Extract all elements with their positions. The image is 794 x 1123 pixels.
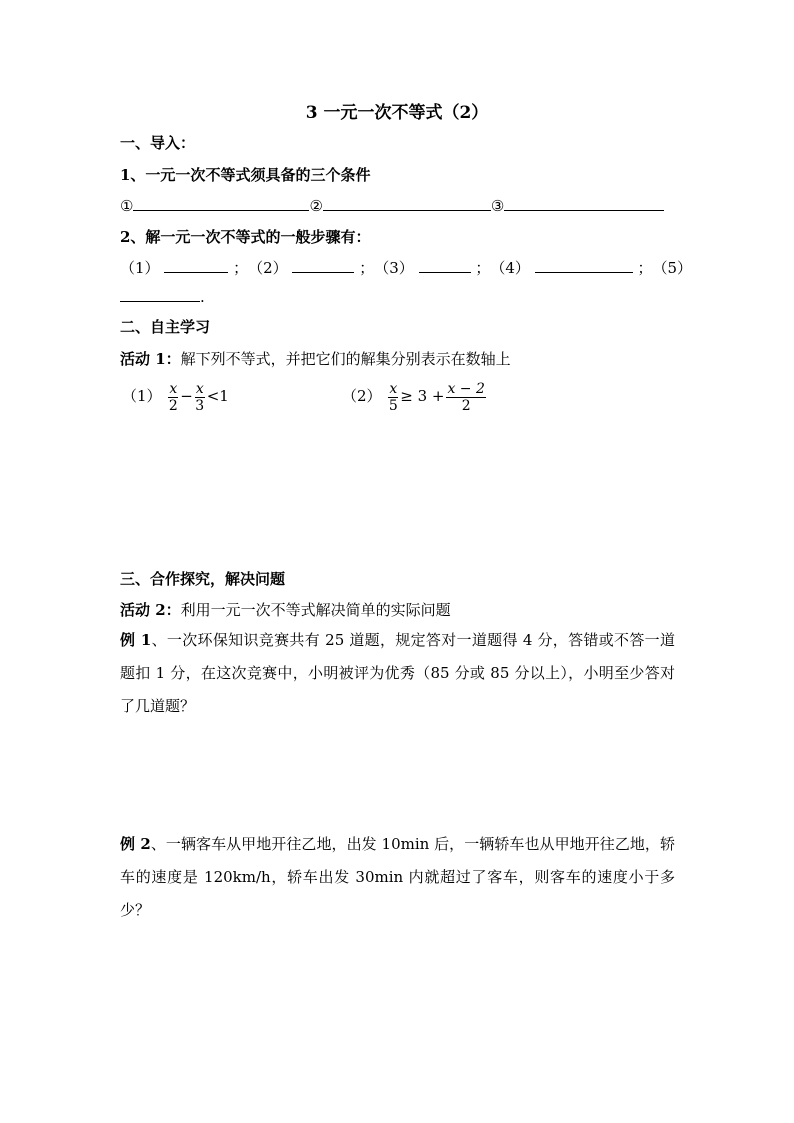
example-2 (120, 828, 675, 927)
fraction-x-minus-2-over-2: $\frac{x - 2}{2}$ (447, 380, 485, 414)
circle-1: ① (120, 197, 134, 215)
conditions-blanks-row (120, 196, 675, 216)
blank-step-2[interactable] (292, 258, 354, 273)
step-2: （2） ； (248, 259, 375, 277)
question-conditions-text: 1、一元一次不等式须具备的三个条件 (120, 166, 371, 184)
section-heading-cooperation: 三、合作探究，解决问题 (120, 570, 286, 588)
example-2-text: 、一辆客车从甲地开往乙地，出发 10min 后，一辆轿车也从甲地开往乙地，轿车的速度是 120km/h，轿车出发 30min 内就超过了客车，则客车的速度小于多少？ (120, 835, 675, 919)
example-1-label: 例 1 (120, 631, 152, 649)
blank-step-1[interactable] (164, 258, 228, 273)
fraction-x-over-2: $\frac{x}{2}$ (168, 380, 178, 414)
blank-condition-1[interactable] (133, 196, 309, 211)
page-title: 3 一元一次不等式（2） (305, 103, 489, 123)
activity-1-text: 解下列不等式，并把它们的解集分别表示在数轴上 (180, 350, 511, 368)
steps-row (120, 258, 693, 278)
problem-2: （2） $\frac{x}{5}$ ≥ 3 + $\frac{x - 2}{2}$ (342, 380, 485, 414)
circle-3: ③ (490, 197, 505, 215)
circle-2: ② (309, 197, 323, 215)
blank-condition-2[interactable] (323, 196, 491, 211)
step-4: （4） ； (490, 259, 653, 277)
step-5-blank-row: . (120, 287, 205, 307)
question-steps (120, 227, 370, 247)
blank-step-3[interactable] (419, 258, 471, 273)
example-1 (120, 624, 675, 723)
blank-step-5[interactable] (120, 287, 200, 302)
section-heading-self-study: 二、自主学习 (120, 318, 211, 336)
activity-2-label: 活动 2： (120, 601, 181, 619)
activity-1 (120, 349, 511, 369)
activity-2-text: 利用一元一次不等式解决简单的实际问题 (180, 601, 451, 619)
question-conditions (120, 165, 370, 185)
example-1-text: 、一次环保知识竞赛共有 25 道题，规定答对一道题得 4 分，答错或不答一道题扣 1 分，在这次竞赛中，小明被评为优秀（85 分或 85 分以上），小明至少答对了几道题？ (120, 631, 675, 715)
activity-2 (120, 600, 451, 620)
blank-condition-3[interactable] (504, 196, 664, 211)
question-steps-text: 2、解一元一次不等式的一般步骤有： (120, 228, 371, 246)
example-2-label: 例 2 (120, 835, 151, 853)
activity-1-label: 活动 1： (120, 350, 181, 368)
step-1: （1） ； (120, 259, 249, 277)
fraction-x-over-3: $\frac{x}{3}$ (195, 380, 205, 414)
section-heading-intro: 一、导入： (120, 134, 196, 152)
step-3: （3） ； (374, 259, 491, 277)
step-5-label: （5） (652, 259, 693, 277)
fraction-x-over-5: $\frac{x}{5}$ (388, 380, 398, 414)
problem-1: （1） $\frac{x}{2}$ − $\frac{x}{3}$ <1 (122, 380, 229, 414)
blank-step-4[interactable] (535, 258, 633, 273)
